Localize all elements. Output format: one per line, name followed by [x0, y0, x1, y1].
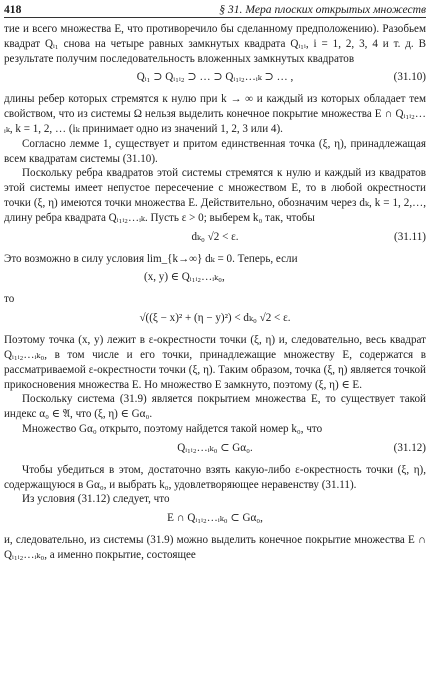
paragraph-10: Из условия (31.12) следует, что	[22, 493, 170, 506]
equation-intersection-formula: E ∩ Qᵢ₁ᵢ₂…ᵢₖ₀ ⊂ Gα₀,	[167, 512, 263, 525]
equation-point-in-square-formula: (x, y) ∈ Qᵢ₁ᵢ₂…ᵢₖ₀,	[144, 271, 225, 284]
equation-31-10-number: (31.10)	[393, 71, 426, 84]
equation-distance-formula: √((ξ − x)² + (η − y)²) < dₖ₀ √2 < ε.	[139, 312, 291, 325]
paragraph-9: Чтобы убедиться в этом, достаточно взять какую-либо ε-окрестность точки (ξ, η), содержащуюся в Gα₀, и выбрать k₀, удовлетворяющее неравенству (31.11).	[4, 463, 426, 491]
page-header	[4, 3, 426, 17]
equation-31-11-formula: dₖ₀ √2 < ε.	[191, 230, 239, 243]
equation-31-12-formula: Qᵢ₁ᵢ₂…ᵢₖ₀ ⊂ Gα₀.	[177, 441, 253, 454]
equation-31-10-formula: Qᵢ₁ ⊃ Qᵢ₁ᵢ₂ ⊃ … ⊃ Qᵢ₁ᵢ₂…ᵢₖ ⊃ … ,	[136, 71, 294, 84]
equation-31-12-number: (31.12)	[393, 441, 426, 454]
paragraph-5: Это возможно в силу условия lim_{k→∞} dₖ = 0. Теперь, если	[4, 252, 298, 265]
paragraph-6: Поэтому точка (x, y) лежит в ε-окрестности точки (ξ, η) и, следовательно, весь квадрат Qᵢ₁ᵢ₂…ᵢₖ₀, в том числе и его точки, принадлежащие множеству E, содержатся в рассматриваемой ε-окрестности точки (ξ, η). Таким образом, точка (ξ, η) является точкой прикосновения множества E. Но множество E замкнуто, поэтому (ξ, η) ∈ E.	[4, 334, 426, 391]
paragraph-7: Поскольку система (31.9) является покрытием множества E, то существует такой индекс α₀ ∈ 𝔄, что (ξ, η) ∈ Gα₀.	[4, 393, 426, 421]
equation-31-12	[4, 438, 426, 462]
equation-distance	[4, 308, 426, 332]
equation-31-11	[4, 227, 426, 251]
equation-point-in-square	[4, 267, 426, 291]
word-then: то	[4, 293, 15, 306]
page-number: 418	[4, 3, 22, 16]
paragraph-1: тие и всего множества E, что противоречило бы сделанному предположению). Разобьем квадрат Qᵢ₁ снова на четыре равных замкнутых квадрата Qᵢ₁ᵢ, i = 1, 2, 3, 4 и т. д. В результате получим последовательность вложенных замкнутых квадратов	[4, 23, 426, 65]
section-title: § 31. Мера плоских открытых множеств	[219, 3, 426, 16]
paragraph-2: длины ребер которых стремятся к нулю при k → ∞ и каждый из которых обладает тем свойством, что из системы Ω нельзя выделить конечное покрытие множества E ∩ Qᵢ₁ᵢ₂…ᵢₖ, k = 1, 2, … (iₖ принимает одно из значений 1, 2, 3 или 4).	[4, 93, 426, 135]
paragraph-3: Согласно лемме 1, существует и притом единственная точка (ξ, η), принадлежащая всем квадратам системы (31.10).	[4, 137, 426, 165]
equation-31-10	[4, 67, 426, 91]
equation-31-11-number: (31.11)	[394, 230, 426, 243]
page-body	[4, 22, 426, 563]
header-rule	[4, 17, 426, 18]
paragraph-8: Множество Gα₀ открыто, поэтому найдется такой номер k₀, что	[22, 422, 323, 435]
paragraph-4: Поскольку ребра квадратов этой системы стремятся к нулю и каждый из квадратов этой системы имеет непустое пересечение с множеством E, то в любой окрестности точки (ξ, η) имеются точки множества E. Действительно, обозначим через dₖ, k = 1, 2,…, длину ребра квадрата Qᵢ₁ᵢ₂…ᵢₖ. Пусть ε > 0; выберем k₀ так, чтобы	[4, 167, 426, 224]
paragraph-11: и, следовательно, из системы (31.9) можно выделить конечное покрытие множества E ∩ Qᵢ₁ᵢ₂…ᵢₖ₀, а именно покрытие, состоящее	[4, 534, 426, 561]
equation-intersection	[4, 508, 426, 532]
